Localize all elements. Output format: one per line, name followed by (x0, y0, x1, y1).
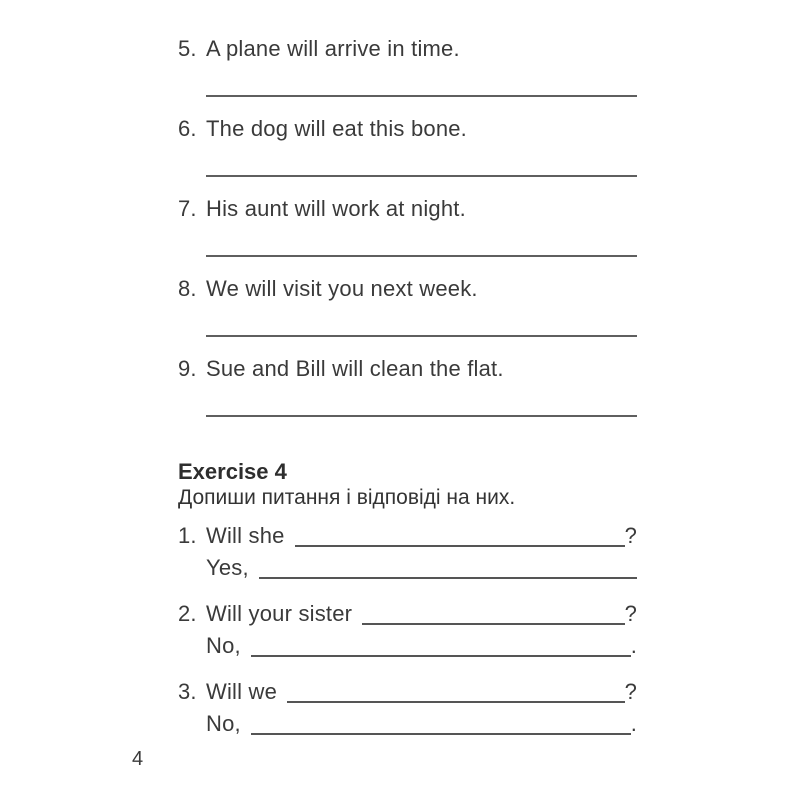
answer-row (206, 555, 637, 581)
sentence-number: 7. (178, 196, 197, 221)
exercise-instruction: Допиши питання і відповіді на них. (178, 486, 516, 509)
question-prompt: Will she (206, 523, 285, 548)
sentence-number: 5. (178, 36, 197, 61)
answer-prefix: Yes, (206, 555, 249, 580)
inline-blank-line (259, 555, 637, 579)
question-row (178, 601, 637, 627)
sentence-row (178, 356, 637, 382)
question-prompt: Will your sister (206, 601, 353, 626)
sentence-item-7 (178, 196, 637, 257)
exercise-title: Exercise 4 (178, 459, 287, 484)
question-row (178, 523, 637, 549)
answer-punctuation: . (630, 633, 637, 658)
inline-blank-line (287, 679, 624, 703)
inline-blank-line (251, 711, 631, 735)
answer-punctuation: . (630, 711, 637, 736)
answer-blank-line (206, 175, 637, 177)
question-list (178, 523, 637, 737)
question-number: 1. (178, 523, 197, 548)
question-punctuation: ? (624, 601, 637, 626)
sentence-item-8 (178, 276, 637, 337)
question-row (178, 679, 637, 705)
sentence-row (178, 36, 637, 62)
question-punctuation: ? (624, 523, 637, 548)
inline-blank-line (362, 601, 624, 625)
answer-row (206, 711, 637, 737)
question-prompt: Will we (206, 679, 278, 704)
question-punctuation: ? (624, 679, 637, 704)
sentence-item-9 (178, 356, 637, 417)
answer-blank-line (206, 95, 637, 97)
sentence-row (178, 196, 637, 222)
question-item-2 (178, 601, 637, 659)
answer-blank-line (206, 415, 637, 417)
exercise-header (178, 459, 637, 510)
sentence-item-6 (178, 116, 637, 177)
answer-row (206, 633, 637, 659)
sentence-text: We will visit you next week. (206, 276, 478, 301)
sentence-text: Sue and Bill will clean the flat. (206, 356, 504, 381)
answer-blank-line (206, 255, 637, 257)
answer-prefix: No, (206, 711, 241, 736)
question-item-1 (178, 523, 637, 581)
sentence-number: 9. (178, 356, 197, 381)
sentence-number: 6. (178, 116, 197, 141)
sentence-row (178, 276, 637, 302)
page-number: 4 (132, 748, 144, 770)
question-number: 3. (178, 679, 197, 704)
sentence-item-5 (178, 36, 637, 97)
inline-blank-line (251, 633, 631, 657)
sentence-row (178, 116, 637, 142)
sentence-number: 8. (178, 276, 197, 301)
answer-blank-line (206, 335, 637, 337)
sentence-text: A plane will arrive in time. (206, 36, 460, 61)
inline-blank-line (295, 523, 625, 547)
page-content (178, 36, 637, 757)
answer-prefix: No, (206, 633, 241, 658)
sentence-text: His aunt will work at night. (206, 196, 466, 221)
question-number: 2. (178, 601, 197, 626)
sentence-text: The dog will eat this bone. (206, 116, 467, 141)
question-item-3 (178, 679, 637, 737)
